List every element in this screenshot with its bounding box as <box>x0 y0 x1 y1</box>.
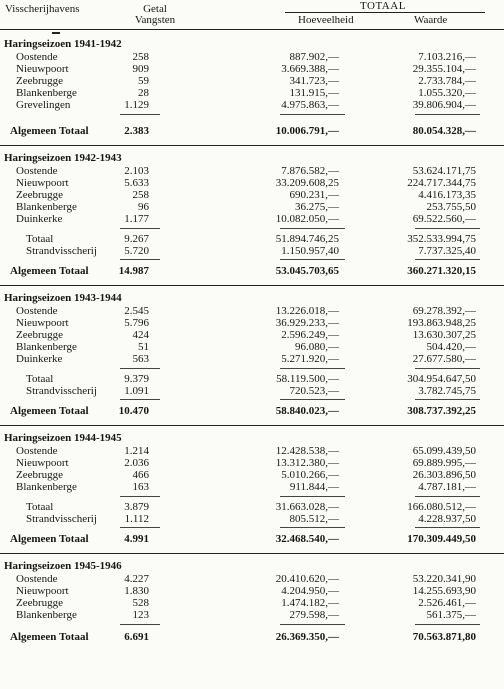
value-cell: 69.522.560,— <box>412 213 476 225</box>
grand-total-row <box>0 631 504 645</box>
season-title-row <box>0 560 504 573</box>
port-row <box>0 177 504 189</box>
count-cell: 123 <box>132 609 149 621</box>
count-sum-rule <box>120 114 160 115</box>
quantity-cell: 10.082.050,— <box>275 213 339 225</box>
value-cell: 7.737.325,40 <box>418 245 476 257</box>
season-title: Haringseizoen 1943-1944 <box>4 292 122 304</box>
value-sum-rule <box>415 624 480 625</box>
value-cell: 27.677.580,— <box>412 353 476 365</box>
grand-total-row <box>0 265 504 279</box>
grand-total-label: Algemeen Totaal <box>10 533 89 545</box>
value-cell: 253.755,50 <box>426 201 476 213</box>
port-row <box>0 329 504 341</box>
port-name: Blankenberge <box>16 87 77 99</box>
header-count-line1: Getal <box>143 3 167 15</box>
quantity-sum-rule <box>280 228 345 229</box>
port-name: Zeebrugge <box>16 75 64 87</box>
quantity-cell: 887.902,— <box>289 51 339 63</box>
port-name: Oostende <box>16 305 58 317</box>
count-cell: 2.036 <box>124 457 149 469</box>
value-cell: 4.228.937,50 <box>418 513 476 525</box>
sum-divider <box>0 397 504 403</box>
port-name: Oostende <box>16 51 58 63</box>
quantity-cell: 58.119.500,— <box>276 373 339 385</box>
season-title: Haringseizoen 1945-1946 <box>4 560 122 572</box>
count-cell: 163 <box>132 481 149 493</box>
value-cell: 14.255.693,90 <box>412 585 476 597</box>
value-cell: 4.416.173,35 <box>418 189 476 201</box>
count-cell: 1.214 <box>124 445 149 457</box>
port-name: Blankenberge <box>16 341 77 353</box>
value-sum-rule <box>415 114 480 115</box>
beach-fishing-row <box>0 513 504 525</box>
port-name: Zeebrugge <box>16 329 64 341</box>
quantity-cell: 1.150.957,40 <box>281 245 339 257</box>
quantity-cell: 12.428.538,— <box>275 445 339 457</box>
grand-total-label: Algemeen Totaal <box>10 631 89 643</box>
count-cell: 96 <box>138 201 149 213</box>
quantity-cell: 720.523,— <box>289 385 339 397</box>
beach-fishing-label: Strandvisscherij <box>26 513 97 525</box>
quantity-cell: 911.844,— <box>289 481 339 493</box>
value-cell: 3.782.745,75 <box>418 385 476 397</box>
quantity-cell: 36.929.233,— <box>275 317 339 329</box>
count-cell: 5.720 <box>124 245 149 257</box>
subtotal-row <box>0 501 504 513</box>
subtotal-label: Totaal <box>26 501 54 513</box>
quantity-sum-rule <box>280 527 345 528</box>
count-sum-rule <box>120 228 160 229</box>
section-rule <box>0 145 504 146</box>
subtotal-label: Totaal <box>26 233 54 245</box>
port-row <box>0 305 504 317</box>
quantity-cell: 4.975.863,— <box>281 99 339 111</box>
sum-divider <box>0 111 504 119</box>
port-row <box>0 75 504 87</box>
beach-fishing-row <box>0 385 504 397</box>
quantity-cell: 53.045.703,65 <box>275 265 339 277</box>
season-title-row <box>0 432 504 445</box>
quantity-cell: 7.876.582,— <box>281 165 339 177</box>
count-cell: 9.379 <box>124 373 149 385</box>
sum-divider <box>0 225 504 233</box>
value-cell: 170.309.449,50 <box>407 533 476 545</box>
section-rule <box>0 425 504 426</box>
port-name: Blankenberge <box>16 201 77 213</box>
quantity-cell: 5.271.920,— <box>281 353 339 365</box>
quantity-cell: 131.915,— <box>289 87 339 99</box>
value-cell: 224.717.344,75 <box>407 177 476 189</box>
count-cell: 2.103 <box>124 165 149 177</box>
count-cell: 909 <box>132 63 149 75</box>
value-sum-rule <box>415 259 480 260</box>
value-cell: 561.375,— <box>426 609 476 621</box>
quantity-cell: 51.894.746,25 <box>275 233 339 245</box>
quantity-sum-rule <box>280 368 345 369</box>
port-row <box>0 445 504 457</box>
value-cell: 29.355.104,— <box>412 63 476 75</box>
header-port: Visscherijhavens <box>5 3 80 15</box>
port-row <box>0 609 504 621</box>
subtotal-label: Totaal <box>26 373 54 385</box>
value-cell: 304.954.647,50 <box>407 373 476 385</box>
count-cell: 9.267 <box>124 233 149 245</box>
port-row <box>0 341 504 353</box>
value-cell: 360.271.320,15 <box>407 265 476 277</box>
season-title-row <box>0 152 504 165</box>
count-cell: 2.383 <box>124 125 149 137</box>
value-sum-rule <box>415 399 480 400</box>
subtotal-row <box>0 373 504 385</box>
quantity-cell: 96.080,— <box>295 341 339 353</box>
value-cell: 166.080.512,— <box>407 501 476 513</box>
count-cell: 10.470 <box>118 405 149 417</box>
herring-table <box>0 38 504 654</box>
quantity-cell: 13.226.018,— <box>275 305 339 317</box>
value-cell: 308.737.392,25 <box>407 405 476 417</box>
port-row <box>0 51 504 63</box>
quantity-cell: 3.669.388,— <box>281 63 339 75</box>
quantity-cell: 58.840.023,— <box>275 405 339 417</box>
section-rule <box>0 553 504 554</box>
grand-total-label: Algemeen Totaal <box>10 265 89 277</box>
quantity-cell: 36.275,— <box>295 201 339 213</box>
quantity-cell: 5.010.266,— <box>281 469 339 481</box>
count-cell: 563 <box>132 353 149 365</box>
count-cell: 1.091 <box>124 385 149 397</box>
quantity-cell: 805.512,— <box>289 513 339 525</box>
count-sum-rule <box>120 624 160 625</box>
port-name: Zeebrugge <box>16 189 64 201</box>
value-sum-rule <box>415 228 480 229</box>
port-name: Zeebrugge <box>16 597 64 609</box>
value-sum-rule <box>415 496 480 497</box>
count-cell: 424 <box>132 329 149 341</box>
port-row <box>0 201 504 213</box>
value-cell: 53.624.171,75 <box>412 165 476 177</box>
quantity-sum-rule <box>280 496 345 497</box>
sum-divider <box>0 257 504 263</box>
port-name: Nieuwpoort <box>16 63 69 75</box>
value-cell: 2.526.461,— <box>418 597 476 609</box>
port-row <box>0 99 504 111</box>
season-section <box>0 560 504 645</box>
port-name: Nieuwpoort <box>16 177 69 189</box>
count-cell: 3.879 <box>124 501 149 513</box>
quantity-cell: 690.231,— <box>289 189 339 201</box>
quantity-cell: 2.596.249,— <box>281 329 339 341</box>
value-cell: 1.055.320,— <box>418 87 476 99</box>
grand-total-row <box>0 405 504 419</box>
header-dash-mark <box>52 32 60 34</box>
quantity-cell: 31.663.028,— <box>275 501 339 513</box>
count-cell: 4.991 <box>124 533 149 545</box>
port-name: Nieuwpoort <box>16 585 69 597</box>
beach-fishing-label: Strandvisscherij <box>26 385 97 397</box>
quantity-sum-rule <box>280 114 345 115</box>
port-row <box>0 189 504 201</box>
value-cell: 69.278.392,— <box>412 305 476 317</box>
value-cell: 26.303.896,50 <box>412 469 476 481</box>
subtotal-row <box>0 233 504 245</box>
header-total-rule <box>285 12 485 13</box>
quantity-cell: 13.312.380,— <box>275 457 339 469</box>
value-cell: 4.787.181,— <box>418 481 476 493</box>
count-cell: 51 <box>138 341 149 353</box>
port-name: Duinkerke <box>16 213 63 225</box>
port-row <box>0 87 504 99</box>
count-cell: 1.177 <box>124 213 149 225</box>
count-cell: 258 <box>132 51 149 63</box>
count-cell: 14.987 <box>118 265 149 277</box>
value-cell: 53.220.341,90 <box>412 573 476 585</box>
quantity-sum-rule <box>280 624 345 625</box>
season-title-row <box>0 292 504 305</box>
count-sum-rule <box>120 368 160 369</box>
beach-fishing-label: Strandvisscherij <box>26 245 97 257</box>
season-title: Haringseizoen 1941-1942 <box>4 38 122 50</box>
count-cell: 4.227 <box>124 573 149 585</box>
season-section <box>0 432 504 547</box>
quantity-cell: 4.204.950,— <box>281 585 339 597</box>
value-cell: 39.806.904,— <box>412 99 476 111</box>
value-cell: 193.863.948,25 <box>407 317 476 329</box>
header-bottom-rule <box>0 29 504 30</box>
port-name: Oostende <box>16 445 58 457</box>
port-row <box>0 353 504 365</box>
value-cell: 70.563.871,80 <box>412 631 476 643</box>
quantity-cell: 1.474.182,— <box>281 597 339 609</box>
value-cell: 80.054.328,— <box>412 125 476 137</box>
port-name: Blankenberge <box>16 481 77 493</box>
quantity-sum-rule <box>280 259 345 260</box>
port-row <box>0 573 504 585</box>
value-cell: 7.103.216,— <box>418 51 476 63</box>
sum-divider <box>0 525 504 531</box>
port-name: Zeebrugge <box>16 469 64 481</box>
count-cell: 528 <box>132 597 149 609</box>
value-sum-rule <box>415 368 480 369</box>
count-cell: 6.691 <box>124 631 149 643</box>
sum-divider <box>0 621 504 629</box>
grand-total-row <box>0 533 504 547</box>
grand-total-label: Algemeen Totaal <box>10 125 89 137</box>
port-row <box>0 469 504 481</box>
count-cell: 1.112 <box>124 513 149 525</box>
count-cell: 1.830 <box>124 585 149 597</box>
count-sum-rule <box>120 496 160 497</box>
port-row <box>0 597 504 609</box>
port-row <box>0 165 504 177</box>
quantity-cell: 20.410.620,— <box>275 573 339 585</box>
grand-total-label: Algemeen Totaal <box>10 405 89 417</box>
section-rule <box>0 285 504 286</box>
beach-fishing-row <box>0 245 504 257</box>
quantity-cell: 26.369.350,— <box>275 631 339 643</box>
port-name: Blankenberge <box>16 609 77 621</box>
port-name: Oostende <box>16 573 58 585</box>
value-cell: 65.099.439,50 <box>412 445 476 457</box>
count-cell: 2.545 <box>124 305 149 317</box>
season-title: Haringseizoen 1944-1945 <box>4 432 122 444</box>
count-cell: 59 <box>138 75 149 87</box>
quantity-cell: 341.723,— <box>289 75 339 87</box>
quantity-cell: 33.209.608,25 <box>275 177 339 189</box>
header-total: TOTAAL <box>360 0 406 12</box>
quantity-cell: 10.006.791,— <box>275 125 339 137</box>
quantity-cell: 279.598,— <box>289 609 339 621</box>
count-cell: 28 <box>138 87 149 99</box>
header-value: Waarde <box>414 14 448 26</box>
port-name: Oostende <box>16 165 58 177</box>
value-cell: 13.630.307,25 <box>412 329 476 341</box>
count-sum-rule <box>120 527 160 528</box>
port-name: Nieuwpoort <box>16 457 69 469</box>
port-row <box>0 585 504 597</box>
count-cell: 5.633 <box>124 177 149 189</box>
season-section <box>0 38 504 139</box>
value-sum-rule <box>415 527 480 528</box>
season-title-row <box>0 38 504 51</box>
season-section <box>0 152 504 279</box>
count-sum-rule <box>120 399 160 400</box>
count-cell: 1.129 <box>124 99 149 111</box>
count-cell: 258 <box>132 189 149 201</box>
value-cell: 352.533.994,75 <box>407 233 476 245</box>
port-row <box>0 213 504 225</box>
count-cell: 466 <box>132 469 149 481</box>
quantity-cell: 32.468.540,— <box>275 533 339 545</box>
value-cell: 504.420,— <box>426 341 476 353</box>
grand-total-row <box>0 125 504 139</box>
sum-divider <box>0 365 504 373</box>
season-title: Haringseizoen 1942-1943 <box>4 152 122 164</box>
port-row <box>0 317 504 329</box>
quantity-sum-rule <box>280 399 345 400</box>
sum-divider <box>0 493 504 501</box>
count-sum-rule <box>120 259 160 260</box>
header-quantity: Hoeveelheid <box>298 14 354 26</box>
port-row <box>0 481 504 493</box>
port-row <box>0 457 504 469</box>
value-cell: 2.733.784,— <box>418 75 476 87</box>
port-name: Grevelingen <box>16 99 71 111</box>
season-section <box>0 292 504 419</box>
port-name: Duinkerke <box>16 353 63 365</box>
value-cell: 69.889.995,— <box>412 457 476 469</box>
header-count-line2: Vangsten <box>134 14 176 26</box>
port-row <box>0 63 504 75</box>
count-cell: 5.796 <box>124 317 149 329</box>
port-name: Nieuwpoort <box>16 317 69 329</box>
